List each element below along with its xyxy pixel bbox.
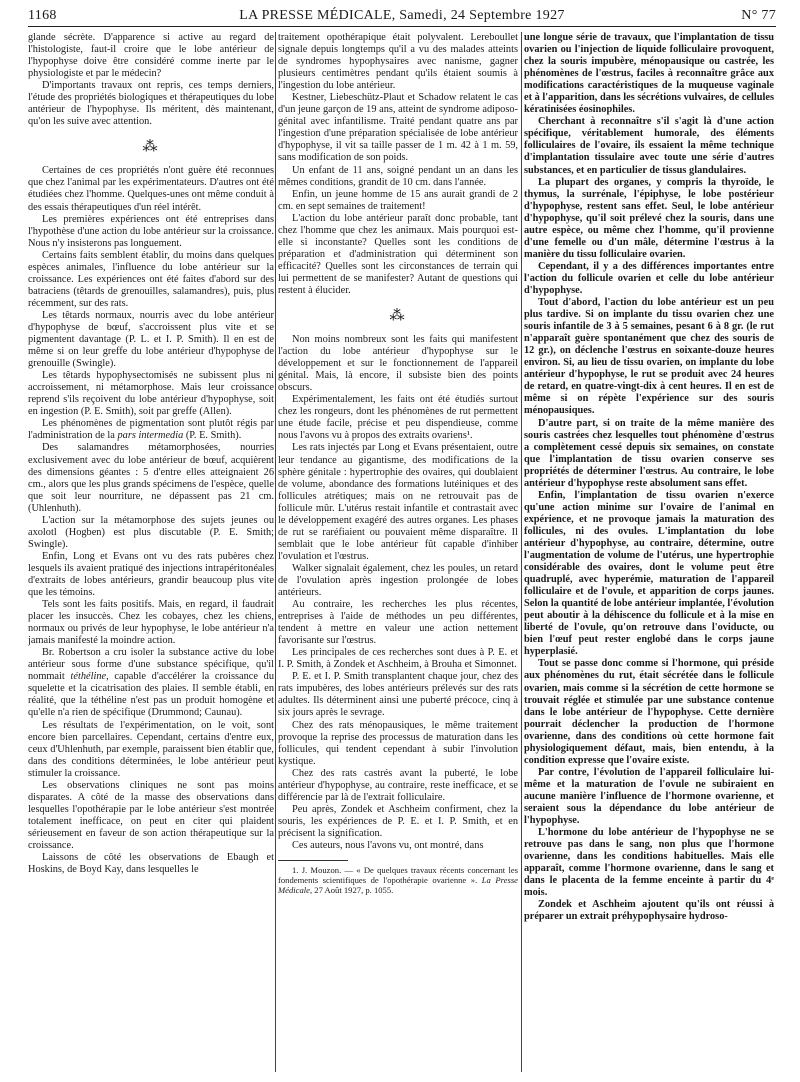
paragraph: Enfin, Long et Evans ont vu des rats pubères chez lesquels ils avaient pratiqué des injections intrapéritonéales d'extraits de lobes antérieurs, grandir beaucoup plus vite que les témoins. <box>28 550 274 599</box>
paragraph: Chez des rats castrés avant la puberté, le lobe antérieur d'hypophyse, au contraire, reste inefficace, et se différencie par là de l'extrait folliculaire. <box>278 767 518 803</box>
section-ornament: ⁂ <box>142 139 160 156</box>
italic-term: téthéline <box>70 671 107 683</box>
paragraph: Au contraire, les recherches les plus récentes, entreprises à l'aide de méthodes un peu différentes, tendent à mettre en valeur une action nettement favorisante sur l'œstrus. <box>278 599 518 647</box>
paragraph: Walker signalait également, chez les poules, un retard de l'ovulation après ingestion prolongée de lobes antérieurs. <box>278 562 518 599</box>
text-run: 1. J. Mouzon. — « De quelques travaux récents concernant les fondements scientifiques de l'opothérapie ovarienne ». <box>278 865 518 886</box>
paragraph: Laissons de côté les observations de Ebaugh et Hoskins, de Boyd Kay, dans lesquelles le <box>28 852 274 876</box>
page-number: 1168 <box>28 8 57 23</box>
section-ornament: ⁂ <box>389 308 407 325</box>
issue-number: N° 77 <box>741 8 776 23</box>
paragraph: traitement opothérapique était polyvalent. Lereboullet signale depuis longtemps qu'il a vu des malades atteints de syndromes hypophysaires avec nanisme, gagner plusieurs centimètres pendant qu'ils étaient soumis à l'ingestion du lobe antérieur. <box>278 32 518 92</box>
paragraph: Les premières expériences ont été entreprises dans l'hypothèse d'une action du lobe antérieur sur la croissance. Nous n'y insisterons pas longuement. <box>28 213 274 249</box>
paragraph: L'hormone du lobe antérieur de l'hypophyse ne se retrouve pas dans le sang, non plus que l'hormone ovarienne, dans les conditions habituelles. Mais elle apparaît, comme l'hormone ovarienne, dans le sang et dans le placenta de la femme enceinte à partir du 4ᵉ mois. <box>524 827 774 899</box>
column-2 <box>278 32 518 1077</box>
paragraph: Zondek et Aschheim ajoutent qu'ils ont réussi à préparer un extrait préhypophysaire hydroso- <box>524 899 774 923</box>
column-divider <box>521 32 522 1072</box>
paragraph: Cependant, il y a des différences importantes entre l'action du follicule ovarien et celle du lobe antérieur d'hypophyse. <box>524 260 774 296</box>
footnote-rule <box>278 860 348 861</box>
paragraph: Les rats injectés par Long et Evans présentaient, outre leur tendance au gigantisme, des modifications de la sphère génitale : hypertrophie des ovaires, qui doublaient de volume, abondance des formations lutéiniques et des follicules atrétiques; mais on ne retrouvait pas de follicule mûr. L'utérus restait infantile et contrastait avec le développement exagéré des autres organes. Les phases de rut se raréfiaient ou pouvaient même disparaître. Il semblait que le lobe antérieur fût capable d'inhiber l'ovulation et l'œstrus. <box>278 442 518 562</box>
paragraph: Kestner, Liebeschütz-Plaut et Schadow relatent le cas d'un jeune garçon de 19 ans, atteint de syndrome adiposo-génital avec infantilisme. Traité pendant quatre ans par l'ingestion d'une préparation spécialisée de lobe antérieur d'hypophyse, il vit sa taille passer de 1 m. 42 à 1 m. 59, sans modification de son poids. <box>278 92 518 164</box>
paragraph: Non moins nombreux sont les faits qui manifestent l'action du lobe antérieur d'hypophyse sur le développement et sur le fonctionnement de l'appareil génital. Mais, là encore, il subsiste bien des points obscurs. <box>278 334 518 394</box>
paragraph: Peu après, Zondek et Aschheim confirment, chez la souris, les expériences de P. E. et I. P. Smith, et en précisent la signification. <box>278 803 518 839</box>
paragraph: Les têtards normaux, nourris avec du lobe antérieur d'hypophyse de bœuf, s'accroissent plus vite et se pigmentent davantage (P. L. et I. P. Smith). Il en est de même si on leur greffe du lobe antérieur d'hypophyse de grenouille (Swingle). <box>28 309 274 370</box>
text-run: (P. E. Smith). <box>183 430 242 442</box>
paragraph: Par contre, l'évolution de l'appareil folliculaire lui-même et la maturation de l'ovule ne subiraient en aucune manière l'influence de l'hormone ovarienne, et seraient sous la dépendance du lobe antérieur de l'hypophyse. <box>524 766 774 827</box>
paragraph: une longue série de travaux, que l'implantation de tissu ovarien ou l'injection de liquide folliculaire provoquent, chez la souris impubère, ménopausique ou castrée, les phénomènes de l'œstrus, faciles à reconnaître grâce aux modifications caractéristiques de la muqueuse vaginale et à l'apparition, dans les sécrétions vulvaires, de cellules kératinisées éosinophiles. <box>524 32 774 116</box>
paragraph: Certains faits semblent établir, du moins dans quelques espèces animales, l'influence du lobe antérieur sur la croissance. Les expériences ont été faites d'abord sur des batraciens (têtards de grenouilles, salamandres), puis, plus récemment, sur des rats. <box>28 249 274 309</box>
header-rule <box>28 26 776 27</box>
text-run: Les phénomènes de pigmentation sont plutôt régis par l'administration de la <box>28 418 274 442</box>
footnote <box>278 865 518 895</box>
column-3 <box>524 32 774 1077</box>
paragraph: Des salamandres métamorphosées, nourries exclusivement avec du lobe antérieur de bœuf, acquièrent des dimensions géantes : 5 d'entre elles atteignaient 26 cm., alors que les plus grands spécimens de l'espèce, quelle que soit leur nourriture, ne dépassent pas 21 cm. (Uhlenhuth). <box>28 442 274 514</box>
text-run: , 27 Août 1927, p. 1055. <box>309 885 394 896</box>
paragraph: D'autre part, si on traite de la même manière des souris castrées chez lesquelles tout phénomène d'œstrus a complètement cessé depuis six semaines, on constate que l'implantation de tissu ovarien conserve ses propriétés de déterminer l'œstrus. Au contraire, le lobe antérieur d'hypophyse reste absolument sans effet. <box>524 417 774 489</box>
paragraph: Cherchant à reconnaître s'il s'agit là d'une action spécifique, véritablement humorale, des éléments folliculaires de l'ovaire, ils essaient la même technique d'implantation tissulaire avec toute une série d'autres substances, et en particulier de tissus glandulaires. <box>524 116 774 176</box>
italic-term: La Presse Médicale <box>278 875 518 896</box>
paragraph: P. E. et I. P. Smith transplantent chaque jour, chez des rats impubères, des lobes antérieurs prélevés sur des rats adultes. Ils déterminent ainsi une puberté précoce, cinq à six jours après le sevrage. <box>278 671 518 719</box>
text-run: Br. Robertson a cru isoler la substance active du lobe antérieur sous forme d'une substance spécifique, qu'il nommait <box>28 647 274 683</box>
paragraph: Les têtards hypophysectomisés ne subissent plus ni accroissement, ni métamorphose. Mais leur croissance reprend s'ils reçoivent du lobe antérieur d'hypophyse, soit en ingestion (P. E. Smith), soit par greffe (Allen). <box>28 370 274 418</box>
paragraph: Les principales de ces recherches sont dues à P. E. et I. P. Smith, à Zondek et Aschheim, à Brouha et Simonnet. <box>278 647 518 671</box>
paragraph: Certaines de ces propriétés n'ont guère été reconnues que chez l'animal par les expérimentateurs. D'autres ont été étudiées chez l'homme. Quelques-unes ont même conduit à des essais thérapeutiques d'un réel intérêt. <box>28 165 274 213</box>
paragraph: D'importants travaux ont repris, ces temps derniers, l'étude des propriétés biologiques et thérapeutiques du lobe antérieur de l'hypophyse. Ils méritent, dès maintenant, qu'on les suive avec attention. <box>28 80 274 128</box>
paragraph: Les observations cliniques ne sont pas moins disparates. A côté de la masse des observations dans lesquelles l'opothérapie par le lobe antérieur s'est montrée totalement inefficace, on peut en citer qui plaident sérieusement en faveur de son action thérapeutique sur la croissance. <box>28 779 274 851</box>
journal-title: LA PRESSE MÉDICALE, Samedi, 24 Septembre 1927 <box>239 8 565 23</box>
paragraph: Expérimentalement, les faits ont été étudiés surtout chez les rongeurs, dont les phénomènes de rut permettent une étude facile, précise et peu dispendieuse, comme nous l'avons vu à propos des extraits ovariens¹. <box>278 394 518 442</box>
text-run: , capable d'accélérer la croissance du squelette et la cicatrisation des plaies. Il semble établi, en réalité, que la téthéline n'est pas un produit homogène et qu'elle n'a rien de spécifique (Drummond; Caunau). <box>28 671 274 719</box>
paragraph: Chez des rats ménopausiques, le même traitement provoque la reprise des processus de maturation dans les follicules, qui tendent cependant à subir l'involution kystique. <box>278 719 518 767</box>
paragraph <box>28 647 274 719</box>
paragraph: glande sécrète. D'apparence si active au regard de l'histologiste, faut-il croire que le lobe antérieur de l'hypophyse doive être considéré comme inerte par le physiologiste et par le médecin? <box>28 32 274 80</box>
paragraph: Les résultats de l'expérimentation, on le voit, sont encore bien parcellaires. Cependant, certains d'entre eux, ceux d'Uhlenhuth, par exemple, paraissent bien établir que, dans des conditions déterminées, le lobe antérieur peut stimuler la croissance. <box>28 719 274 779</box>
paragraph: Enfin, l'implantation de tissu ovarien n'exerce qu'une action minime sur l'ovaire de l'animal en expérience, et ne provoque jamais la maturation des follicules, ni des ovules. L'implantation du lobe antérieur d'hypophyse, au contraire, détermine, outre l'augmentation de volume de l'utérus, une hypertrophie considérable des ovaires, dont le volume peut être quadruplé, avec hyperémie, maturation de l'appareil folliculaire et de l'ovule, et apparition de corps jaunes. Selon la quantité de lobe antérieur implantée, l'évolution peut aboutir à la déhiscence du follicule et à la mise en liberté de l'ovule, qu'on retrouve dans l'oviducte, ou bien l'œuf peut rester englobé dans le corps jaune hyperplasié. <box>524 489 774 658</box>
page-header <box>28 6 776 28</box>
column-1 <box>28 32 274 1077</box>
paragraph: La plupart des organes, y compris la thyroïde, le thymus, la surrénale, l'épiphyse, le lobe postérieur d'hypophyse, restent sans effet. Seul, le lobe antérieur d'hypophyse, qu'il soit prélevé chez la souris, dans une autre espèce, ou même chez l'homme, qu'il provienne d'une femelle ou d'un mâle, détermine l'œstrus à la manière du tissu folliculaire ovarien. <box>524 176 774 260</box>
paragraph: L'action sur la métamorphose des sujets jeunes ou axolotl (Hogben) est plus discutable (P. E. Smith; Swingle). <box>28 514 274 550</box>
paragraph: Un enfant de 11 ans, soigné pendant un an dans les mêmes conditions, grandit de 10 cm. dans l'année. <box>278 164 518 188</box>
paragraph: Tout se passe donc comme si l'hormone, qui préside aux phénomènes du rut, était sécrétée dans le follicule ovarien, mais comme si la sécrétion de cette hormone se trouvait réglée et stimulée par une substance contenue dans le lobe antérieur de l'hypophyse. Cette dernière pourrait déclencher la production de l'hormone ovarienne, dans des conditions où cette hormone fait physiologiquement défaut, mais, bien entendu, à la condition expresse que l'ovaire existe. <box>524 658 774 766</box>
paragraph: Tout d'abord, l'action du lobe antérieur est un peu plus tardive. Si on implante du tissu ovarien chez une souris infantile de 3 à 5 semaines, pesant 6 à 8 gr. (le rut n'apparaît guère spontanément que chez des souris de 12 gr.), on déclenche l'œstrus en soixante-douze heures environ. Si, au lieu de tissu ovarien, on implante du lobe antérieur d'hypophyse, le rut se produit avec 24 heures de retard, en quatre-vingt-dix à cent heures. Il en est de même si on répète l'expérience sur des souris ménopausiques. <box>524 297 774 417</box>
column-divider <box>275 32 276 1072</box>
paragraph: Enfin, un jeune homme de 15 ans aurait grandi de 2 cm. en sept semaines de traitement! <box>278 188 518 212</box>
italic-term: pars intermedia <box>117 430 184 442</box>
paragraph: Ces auteurs, nous l'avons vu, ont montré, dans <box>292 840 484 851</box>
paragraph <box>28 418 274 442</box>
paragraph: L'action du lobe antérieur paraît donc probable, tant chez l'homme que chez les animaux. Mais pourquoi est-elle si inconstante? Quelles sont les conditions de préparation et d'administration qui déterminent son efficacité? Quelles sont les circonstances de terrain qui lui permettent de se manifester? Autant de questions qui restent à élucider. <box>278 212 518 296</box>
paragraph: Tels sont les faits positifs. Mais, en regard, il faudrait placer les insuccès. Chez les cobayes, chez les chiens, normaux ou privés de leur hypophyse, le lobe antérieur n'a jamais manifesté la moindre action. <box>28 599 274 647</box>
